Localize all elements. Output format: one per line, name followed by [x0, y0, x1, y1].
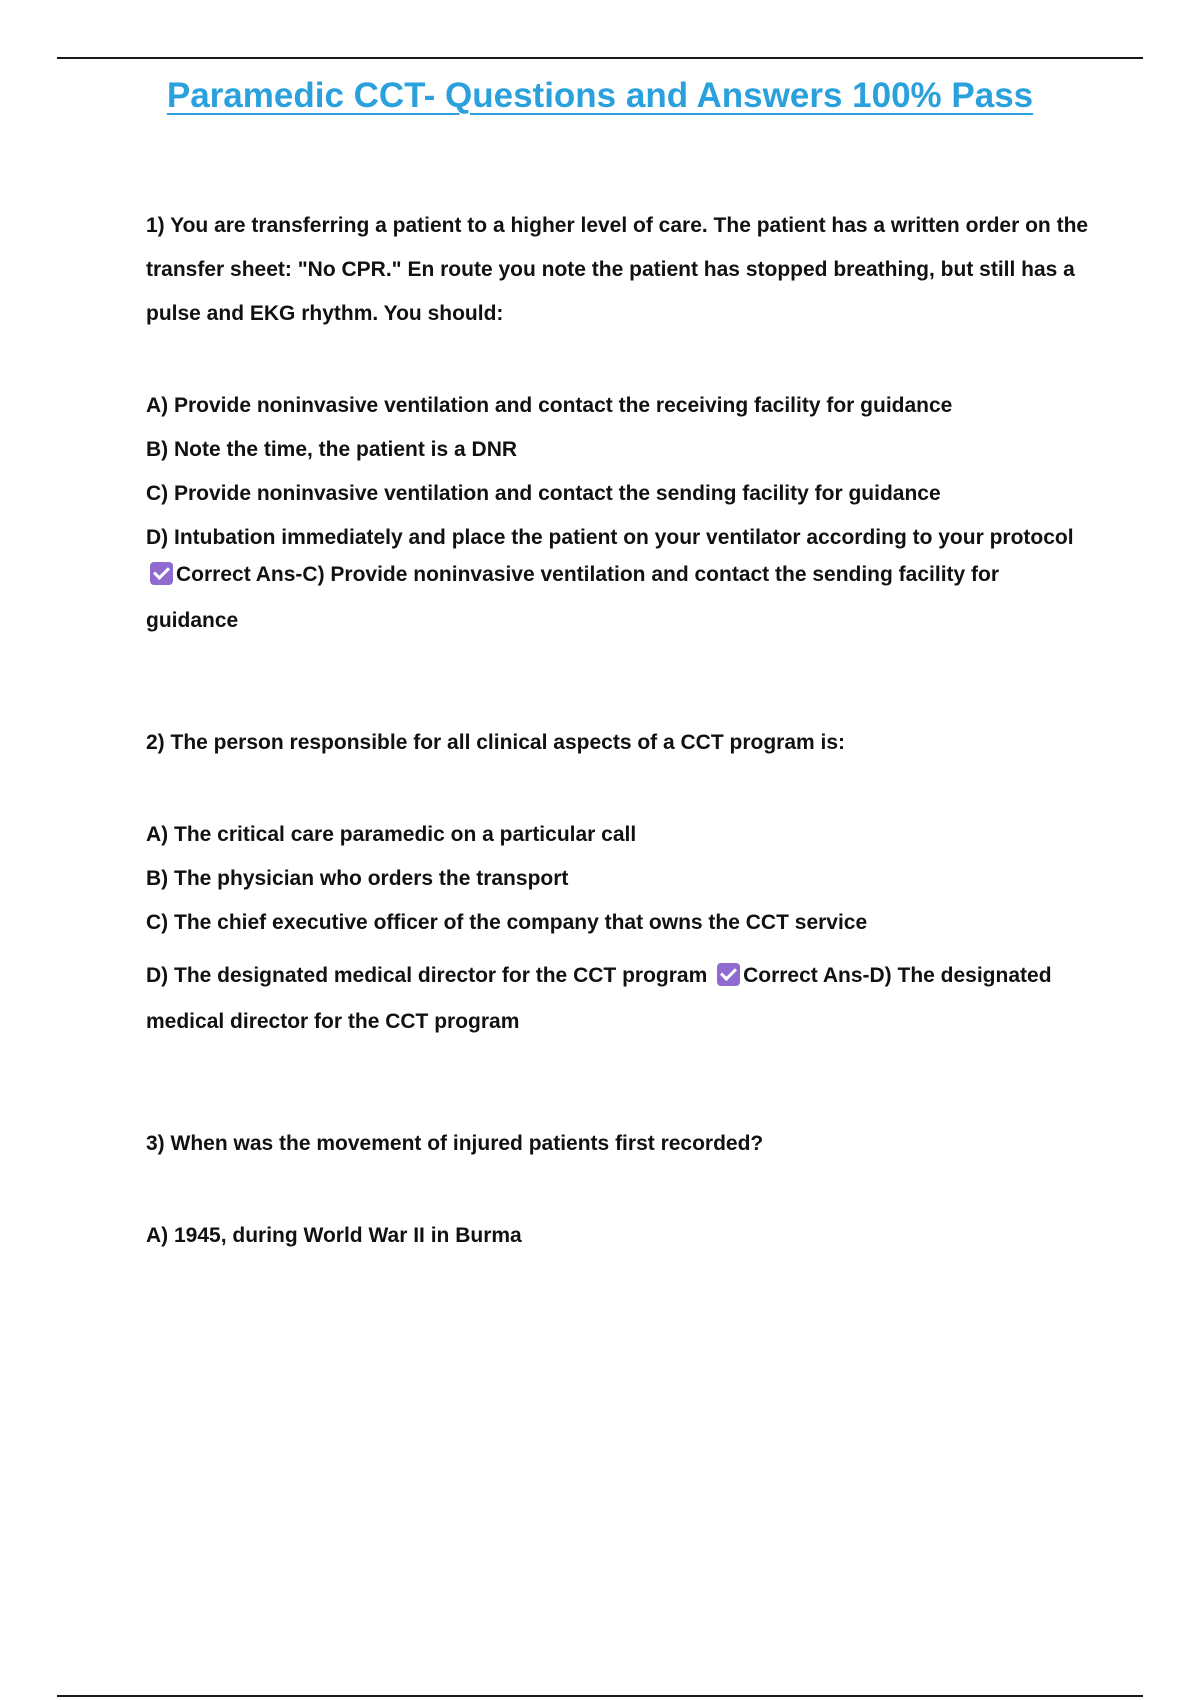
question-1-option-b: B) Note the time, the patient is a DNR	[146, 438, 518, 461]
top-rule	[57, 57, 1143, 59]
question-1: 1) You are transferring a patient to a higher level of care. The patient has a written order on the transfer sheet: "No CPR." En route you note the patient has stopped breathing, but still has a pulse and EKG rhythm. You should:	[146, 214, 1089, 325]
question-2-answer-text: Correct Ans-D) The designated medical director for the CCT program	[146, 964, 1052, 1033]
bottom-rule	[57, 1695, 1143, 1697]
question-2-option-c: C) The chief executive officer of the company that owns the CCT service	[146, 911, 868, 934]
question-2-option-a: A) The critical care paramedic on a particular call	[146, 823, 637, 846]
question-1-option-a: A) Provide noninvasive ventilation and contact the receiving facility for guidance	[146, 394, 953, 417]
checkbox-checked-icon	[150, 562, 173, 585]
question-1-option-d: D) Intubation immediately and place the patient on your ventilator according to your protocol	[146, 526, 1074, 549]
question-2-option-d-with-answer	[146, 953, 1096, 1045]
question-3: 3) When was the movement of injured patients first recorded?	[146, 1132, 764, 1155]
question-1-answer-text: Correct Ans-C) Provide noninvasive ventilation and contact the sending facility for guidance	[146, 563, 1000, 632]
question-1-option-c: C) Provide noninvasive ventilation and contact the sending facility for guidance	[146, 482, 941, 505]
question-2-option-b: B) The physician who orders the transport	[146, 867, 569, 890]
page-title-text: Paramedic CCT- Questions and Answers 100% Pass	[166, 76, 1034, 115]
question-2-option-d: D) The designated medical director for the CCT program	[146, 964, 708, 987]
checkbox-checked-icon	[717, 963, 740, 986]
page-title	[0, 74, 1200, 118]
document-body	[146, 204, 1096, 1266]
question-1-answer	[146, 552, 1096, 644]
question-3-option-a: A) 1945, during World War II in Burma	[146, 1224, 522, 1247]
question-2: 2) The person responsible for all clinical aspects of a CCT program is:	[146, 731, 846, 754]
